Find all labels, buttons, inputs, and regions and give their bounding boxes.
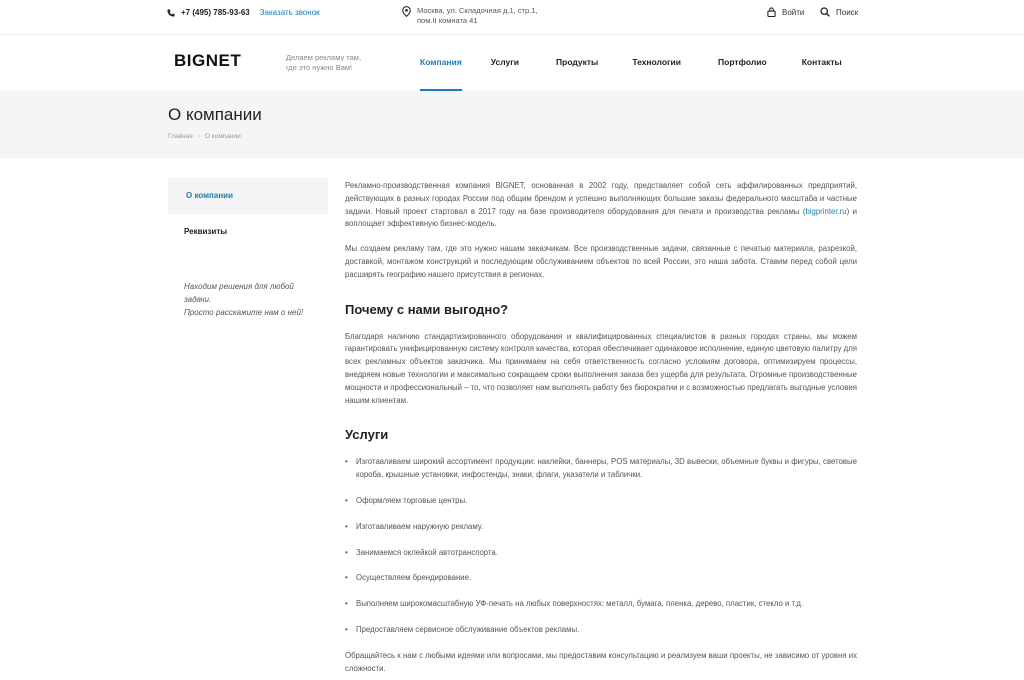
sidebar-item-requisites[interactable]: Реквизиты (184, 227, 228, 236)
breadcrumb-current: О компании (204, 133, 241, 140)
tagline (286, 53, 376, 73)
topbar (0, 0, 1024, 35)
location-pin-icon (402, 6, 411, 17)
sidebar-item-company[interactable]: О компании (168, 178, 328, 214)
sidebar-note-line-2: задачи. (184, 295, 212, 304)
page-title: О компании (168, 105, 262, 124)
topbar-address (402, 6, 537, 26)
topbar-phone (167, 8, 320, 17)
sidebar-note-line-3: Просто расскажите нам о ней! (184, 308, 304, 317)
about-paragraph: Мы создаем рекламу там, где это нужно нашим заказчикам. Все производственные задачи, связанные с печатью материала, разрезкой, доставкой, монтажом конструкций и последующим обслуживанием объектов по всей России, это наша забота. Ставим перед собой цели расширять географию нашего присутствия в регионах. (345, 244, 857, 279)
search-label: Поиск (836, 7, 859, 17)
breadcrumb (168, 133, 241, 140)
why-heading: Почему с нами выгодно? (345, 301, 509, 317)
search-icon (820, 7, 830, 17)
nav-item-technologies[interactable]: Технологии (632, 57, 682, 67)
list-item: • Осуществляем брендирование. (345, 572, 857, 585)
list-item: • Изготавливаем наружную рекламу. (345, 521, 857, 534)
nav-item-contacts[interactable]: Контакты (801, 57, 842, 67)
login-label: Войти (782, 7, 805, 17)
nav-item-products[interactable]: Продукты (556, 57, 599, 67)
list-item: • Выполняем широкомасштабную УФ-печать на любых поверхностях: металл, бумага, пленка, дерево, пластик, стекло и т.д. (345, 598, 857, 611)
address-line-2: пом.II комната 41 (417, 16, 478, 25)
nav-item-company[interactable]: Компания (420, 35, 462, 91)
main-content (345, 180, 857, 675)
address-line-1: Москва, ул. Складочная д.1, стр.1, (417, 6, 538, 15)
sidebar-note-line-1: Находим решения для любой (184, 282, 294, 291)
lock-icon (767, 7, 776, 17)
logo[interactable]: BIGNET (174, 51, 242, 70)
callback-link[interactable]: Заказать звонок (259, 8, 320, 17)
list-item: • Предоставляем сервисное обслуживание объектов рекламы. (345, 624, 857, 637)
header (0, 35, 1024, 91)
list-item: • Оформляем торговые центры. (345, 495, 857, 508)
phone-icon (167, 9, 175, 17)
services-heading: Услуги (345, 427, 389, 443)
intro-paragraph (345, 180, 857, 231)
phone-number[interactable]: +7 (495) 785-93-63 (181, 8, 250, 17)
bigprinter-link[interactable]: bigprinter.ru (805, 206, 847, 216)
why-paragraph: Благодаря наличию стандартизированного оборудования и квалифицированных специалистов в разных городах страны, мы можем гарантировать унифицированную систему контроля качества, которая обеспечивает одинаковое исполнение, единую цветовую палитру для всех рекламных объектов заказчика. Мы принимаем на себя ответственность согласно условиям договора, оптимизируем процессы, внедряем новые технологии и максимально сокращаем сроки выполнения заказа без ущерба для результата. Огромные производственные мощности и профессиональный – то, что позволяет нам выполнять работу без бюрократии и с возможностью предлагать выгодные условия нашим клиентам. (345, 331, 857, 405)
intro-text-before: Рекламно-производственная компания BIGNET, основанная в 2002 году, представляет собой сеть аффилированных предприятий, действующих в разных городах России под общим брендом и успешно выполняющих большие заказы федерального масштаба и частные задачи. Новый проект стартовал в 2017 году на базе производителя оборудования для печати и производства рекламы ( (345, 181, 857, 216)
search-link[interactable] (820, 7, 858, 17)
breadcrumb-home[interactable]: Главная (168, 133, 193, 140)
intro-text-after: ) и воплощает эффективную бизнес-модель. (345, 206, 857, 229)
list-item: • Занимаемся оклейкой автотранспорта. (345, 547, 857, 560)
main-nav (420, 35, 842, 91)
login-link[interactable] (767, 7, 804, 17)
sidebar (168, 178, 328, 319)
page-title-band (0, 91, 1024, 158)
nav-item-services[interactable]: Услуги (490, 57, 520, 67)
nav-item-portfolio[interactable]: Портфолио (718, 57, 767, 67)
sidebar-note (168, 280, 308, 319)
closing-paragraph: Обращайтесь к нам с любыми идеями или вопросами, мы предоставим консультацию и реализуем ваши проекты, не зависимо от уровня их сложности. (345, 650, 857, 673)
list-item: • Изготавливаем широкий ассортимент продукции: наклейки, баннеры, POS материалы, 3D вывески, объемные буквы и фигуры, световые короба, крышные установки, инфостенды, знаки, флаги, указатели и таблички. (345, 456, 857, 482)
services-list (345, 456, 857, 636)
breadcrumb-separator-icon: › (197, 133, 200, 140)
tagline-line-1: Делаем рекламу там, (286, 53, 362, 62)
tagline-line-2: где это нужно Вам! (286, 63, 353, 72)
